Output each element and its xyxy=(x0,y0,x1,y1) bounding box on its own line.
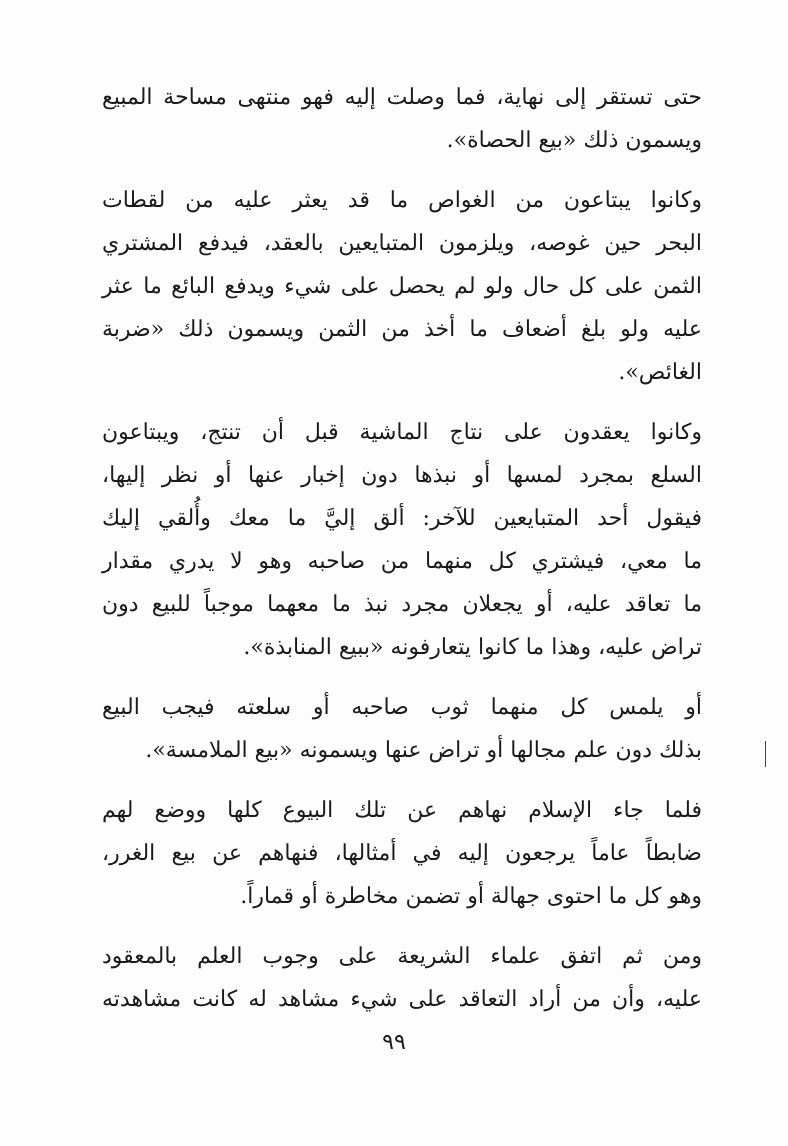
text-line: السلع بمجرد لمسها أو نبذها دون إخبار عنها أو نظر إليها، xyxy=(102,463,702,488)
text-line: وكانوا يبتاعون من الغواص ما قد يعثر عليه من لقطات xyxy=(102,188,702,213)
text-line: فيقول أحد المتبايعين للآخر: ألق إليَّ ما معك وأُلقي إليك xyxy=(102,506,702,531)
text-line: أو يلمس كل منهما ثوب صاحبه أو سلعته فيجب البيع xyxy=(102,695,702,720)
text-line: الثمن على كل حال ولو لم يحصل على شيء ويدفع البائع ما عثر xyxy=(102,274,702,299)
text-line: البحر حين غوصه، ويلزمون المتبايعين بالعقد، فيدفع المشتري xyxy=(102,231,702,256)
paragraph-6 xyxy=(102,935,702,1021)
text-line: ما تعاقد عليه، أو يجعلان مجرد نبذ ما معهما موجباً للبيع دون xyxy=(102,592,702,617)
paragraph-5 xyxy=(102,789,702,918)
text-line: الغائص». xyxy=(618,360,702,385)
text-line: بذلك دون علم مجالها أو تراض عنها ويسمونه «بيع الملامسة». xyxy=(145,738,702,763)
body-text xyxy=(102,76,702,1038)
text-line: ما معي، فيشتري كل منهما من صاحبه وهو لا يدري مقدار xyxy=(102,549,702,574)
text-line: عليه، وأن من أراد التعاقد على شيء مشاهد له كانت مشاهدته xyxy=(102,987,702,1012)
paragraph-3 xyxy=(102,411,702,669)
paragraph-2 xyxy=(102,179,702,394)
text-line: وكانوا يعقدون على نتاج الماشية قبل أن تنتج، ويبتاعون xyxy=(102,420,702,445)
text-line: ويسمون ذلك «بيع الحصاة». xyxy=(446,128,702,153)
paragraph-4 xyxy=(102,686,702,772)
text-line: ومن ثم اتفق علماء الشريعة على وجوب العلم بالمعقود xyxy=(102,944,702,969)
text-line: فلما جاء الإسلام نهاهم عن تلك البيوع كلها ووضع لهم xyxy=(102,798,702,823)
margin-mark xyxy=(765,741,766,767)
text-line: حتى تستقر إلى نهاية، فما وصلت إليه فهو منتهى مساحة المبيع xyxy=(102,85,702,110)
page-number: ٩٩ xyxy=(382,1030,406,1055)
paragraph-1 xyxy=(102,76,702,162)
text-line: تراض عليه، وهذا ما كانوا يتعارفونه «ببيع المنابذة». xyxy=(243,635,702,660)
text-line: وهو كل ما احتوى جهالة أو تضمن مخاطرة أو قماراً. xyxy=(240,884,702,909)
text-line: ضابطاً عاماً يرجعون إليه في أمثالها، فنهاهم عن بيع الغرر، xyxy=(102,841,702,866)
text-line: عليه ولو بلغ أضعاف ما أخذ من الثمن ويسمون ذلك «ضربة xyxy=(102,317,702,342)
